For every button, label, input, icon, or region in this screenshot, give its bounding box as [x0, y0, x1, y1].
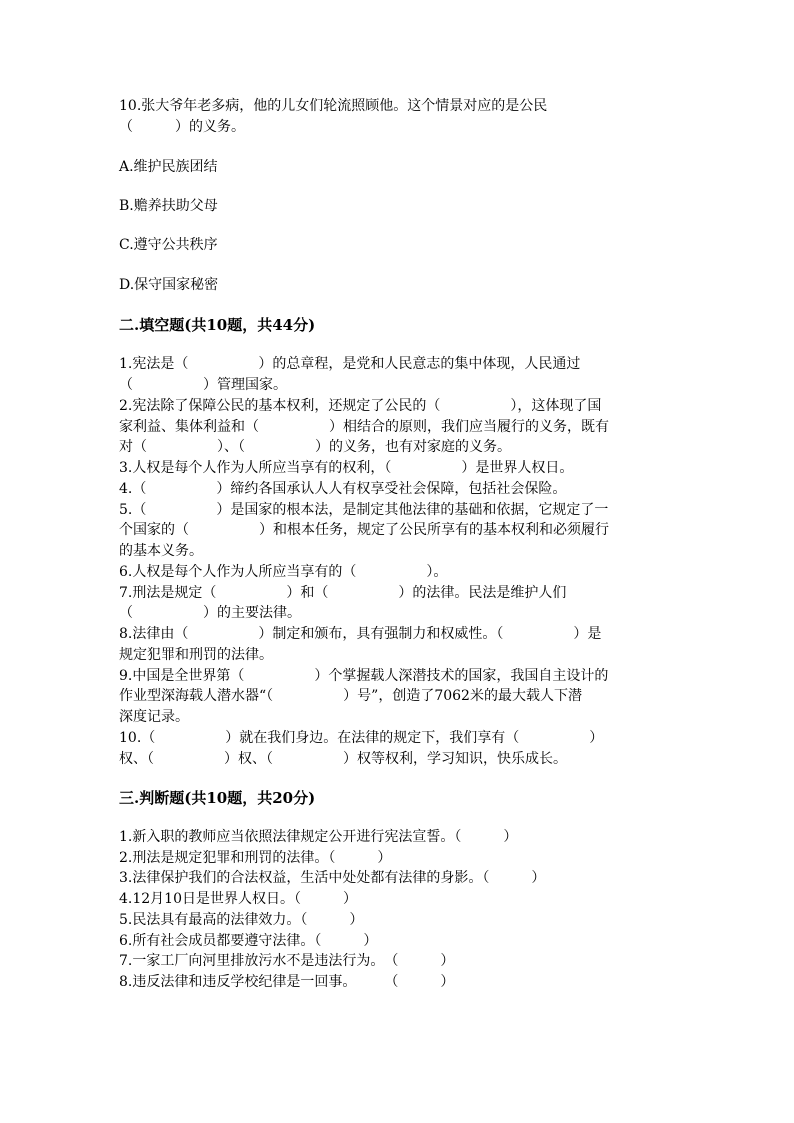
section2-title: 二.填空题(共10题，共44分) — [119, 316, 316, 334]
choice-q10-option-b: B.赡养扶助父母 — [119, 198, 218, 214]
fill-line: 对（ ）、（ ）的义务，也有对家庭的义务。 — [119, 439, 511, 455]
judge-line: 5.民法具有最高的法律效力。（ ） — [119, 912, 364, 928]
fill-line: 9.中国是全世界第（ ）个掌握载人深潜技术的国家，我国自主设计的 — [119, 668, 609, 684]
fill-line: 权、（ ）权、（ ）权等权利，学习知识，快乐成长。 — [119, 751, 567, 767]
judge-line: 8.违反法律和违反学校纪律是一回事。 （ ） — [119, 974, 455, 990]
fill-line: 1.宪法是（ ）的总章程，是党和人民意志的集中体现，人民通过 — [119, 356, 581, 372]
fill-line: （ ）管理国家。 — [119, 377, 287, 393]
choice-q10-option-c: C.遵守公共秩序 — [119, 237, 218, 253]
fill-line: 规定犯罪和刑罚的法律。 — [119, 647, 273, 663]
fill-line: 2.宪法除了保障公民的基本权利，还规定了公民的（ ），这体现了国 — [119, 398, 602, 414]
choice-q10-option-d: D.保守国家秘密 — [119, 277, 219, 293]
judge-line: 3.法律保护我们的合法权益，生活中处处都有法律的身影。（ ） — [119, 870, 546, 886]
judge-line: 7.一家工厂向河里排放污水不是违法行为。 （ ） — [119, 953, 455, 969]
judge-line: 2.刑法是规定犯罪和刑罚的法律。（ ） — [119, 850, 392, 866]
fill-line: 5.（ ）是国家的根本法，是制定其他法律的基础和依据，它规定了一 — [119, 502, 609, 518]
choice-q10-stem-line2: （ ）的义务。 — [119, 119, 245, 135]
judge-line: 6.所有社会成员都要遵守法律。（ ） — [119, 933, 378, 949]
fill-line: 3.人权是每个人作为人所应当享有的权利，（ ）是世界人权日。 — [119, 460, 574, 476]
fill-line: （ ）的主要法律。 — [119, 605, 301, 621]
fill-line: 深度记录。 — [119, 709, 189, 725]
fill-line: 的基本义务。 — [119, 543, 203, 559]
fill-line: 家利益、集体利益和（ ）相结合的原则，我们应当履行的义务，既有 — [119, 419, 609, 435]
fill-line: 8.法律由（ ）制定和颁布，具有强制力和权威性。（ ）是 — [119, 626, 602, 642]
fill-line: 个国家的（ ）和根本任务，规定了公民所享有的基本权利和必须履行 — [119, 522, 609, 538]
fill-line: 7.刑法是规定（ ）和（ ）的法律。民法是维护人们 — [119, 585, 567, 601]
fill-line: 6.人权是每个人作为人所应当享有的（ ）。 — [119, 564, 448, 580]
judge-line: 1.新入职的教师应当依照法律规定公开进行宪法宣誓。（ ） — [119, 829, 518, 845]
choice-q10-option-a: A.维护民族团结 — [119, 159, 218, 175]
judge-line: 4.12月10日是世界人权日。（ ） — [119, 891, 357, 907]
choice-q10-stem-line1: 10.张大爷年老多病，他的儿女们轮流照顾他。这个情景对应的是公民 — [119, 98, 548, 114]
fill-line: 10.（ ）就在我们身边。在法律的规定下，我们享有（ ） — [119, 730, 604, 746]
fill-line: 4.（ ）缔约各国承认人人有权享受社会保障，包括社会保险。 — [119, 481, 567, 497]
section3-title: 三.判断题(共10题，共20分) — [119, 789, 316, 807]
fill-line: 作业型深海载人潜水器“（ ）号”，创造了7062米的最大载人下潜 — [119, 688, 582, 704]
